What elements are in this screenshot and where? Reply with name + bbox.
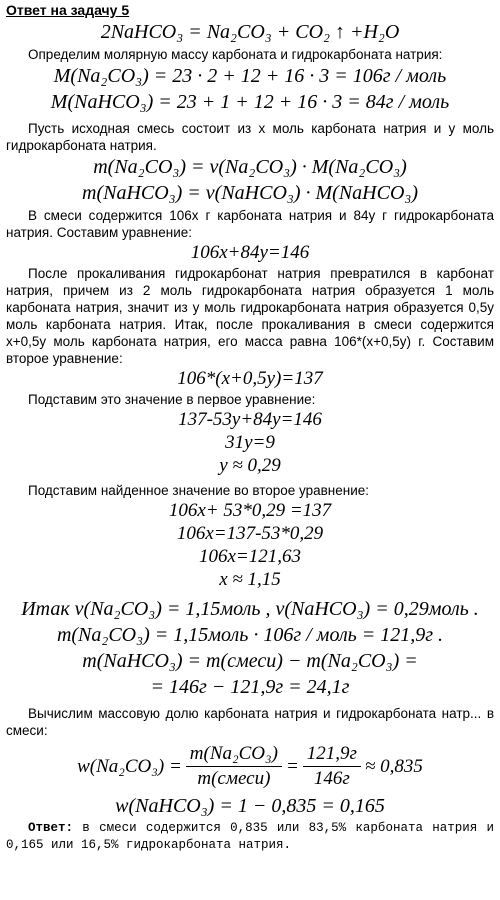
equation-8: 106x=121,63 [198,546,301,567]
fraction-2-numerator: 121,9г [303,743,361,767]
calc-mass-nahco3-result: = 146г − 121,9г = 24,1г [150,676,350,698]
summary-moles: Итак ν(Na₂CO₃) = 1,15моль , ν(NaHCO₃) = 0,29моль . [21,598,479,620]
reaction-equation: 2NaHCO₃ = Na₂CO₃ + CO₂ ↑ +H₂O [100,21,400,43]
equation-5: y ≈ 0,29 [219,455,281,476]
fraction-2-denominator: 146г [313,768,350,789]
answer-label: Ответ: [28,821,74,835]
mass-fraction-result: ≈ 0,835 [364,755,423,777]
mass-fraction-nahco3: w(NaHCO₃) = 1 − 0,835 = 0,165 [115,795,385,817]
paragraph-after-heating: После прокаливания гидрокарбонат натрия превратился в карбонат натрия, причем из 2 моль гидрокарбоната натрия образуется 1 моль карбоната натрия, значит из y моль гидрокарбоната натрия образуется 0,5y моль карбоната натрия. Итак, после прокаливания в смеси содержится x+0,5y моль карбоната натрия, его масса равна 106*(x+0,5y) г. Составим второе уравнение: [6,266,494,366]
paragraph-mixture: В смеси содержится 106x г карбоната натрия и 84y г гидрокарбоната натрия. Составим уравнение: [6,208,494,240]
heading-text: Ответ на задачу 5 [6,2,130,18]
paragraph-substitute-2: Подставим найденное значение во второе уравнение: [28,483,370,498]
paragraph-substitute-1: Подставим это значение в первое уравнение: [28,392,316,407]
answer-paragraph [6,820,494,854]
answer-text: в смеси содержится 0,835 или 83,5% карбоната натрия и 0,165 или 16,5% гидрокарбоната натрия. [6,821,494,852]
mass-formula-2: m(NaHCO₃) = ν(NaHCO₃) · M(NaHCO₃) [82,182,418,204]
equals-sign: = [285,755,299,777]
fraction-2 [303,743,361,790]
calc-mass-na2co3: m(Na₂CO₃) = 1,15моль · 106г / моль = 121,9г . [56,624,444,646]
equation-9: x ≈ 1,15 [219,569,281,590]
paragraph-let: Пусть исходная смесь состоит из x моль карбоната натрия и y моль гидрокарбоната натрия. [6,121,494,153]
mass-formula-1: m(Na₂CO₃) = ν(Na₂CO₃) · M(Na₂CO₃) [93,156,407,178]
fraction-1-numerator: m(Na₂CO₃) [186,743,282,767]
molar-mass-na2co3: M(Na₂CO₃) = 23 · 2 + 12 + 16 · 3 = 106г / моль [53,65,447,87]
equation-6: 106x+ 53*0,29 =137 [168,500,332,521]
equation-3: 137-53y+84y=146 [178,409,322,430]
equation-4: 31y=9 [225,432,275,453]
equation-2: 106*(x+0,5y)=137 [177,368,323,389]
fraction-1 [186,743,282,790]
mass-fraction-equation [6,743,494,790]
fraction-1-denominator: m(смеси) [197,768,271,789]
equation-1: 106x+84y=146 [190,242,310,263]
mass-fraction-lhs: w(Na₂CO₃) = [77,755,182,777]
paragraph-molar-mass: Определим молярную массу карбоната и гидрокарбоната натрия: [28,47,443,62]
equation-7: 106x=137-53*0,29 [176,523,324,544]
heading [6,2,494,18]
paragraph-mass-fraction: Вычислим массовую долю карбоната натрия и гидрокарбоната натр... в смеси: [6,706,494,738]
calc-mass-nahco3: m(NaHCO₃) = m(смеси) − m(Na₂CO₃) = [82,650,418,672]
molar-mass-nahco3: M(NaHCO₃) = 23 + 1 + 12 + 16 · 3 = 84г / моль [50,91,450,113]
